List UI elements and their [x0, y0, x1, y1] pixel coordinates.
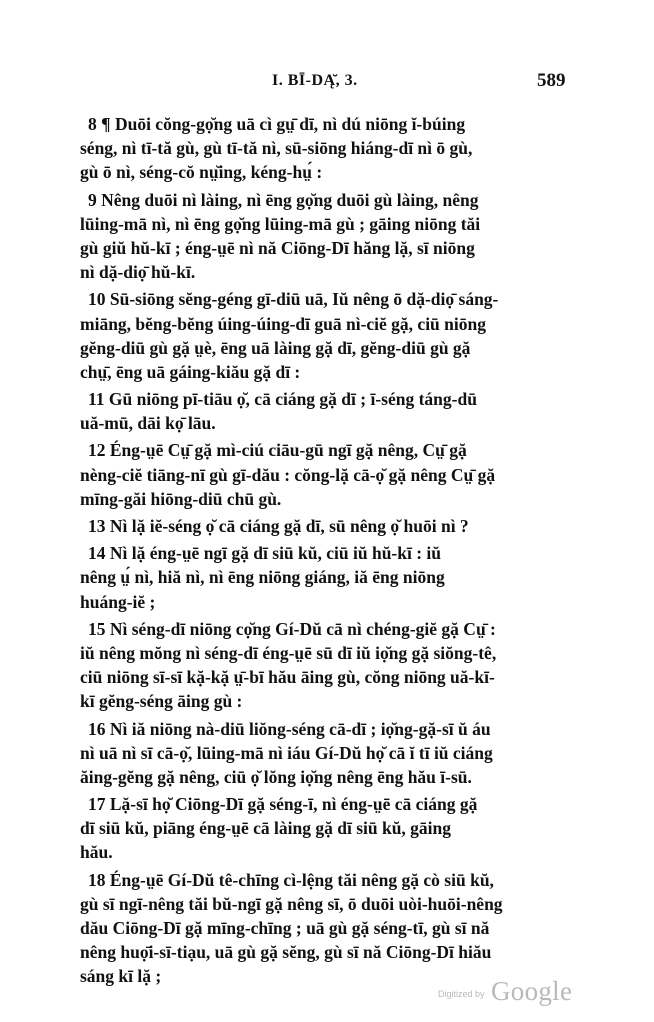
text-line: chṳ̄, ēng uā gáing-kiău gặ dī : [80, 361, 301, 382]
text-line: gù ō nì, séng-cŏ nṳ̆ing, kéng-hṳ́ : [80, 162, 323, 183]
text-line: 12 Éng-ṳē Cṳ̄ gặ mì-ciú ciāu-gū ngī gặ nêng, Cṳ̄ gặ [88, 440, 467, 461]
text-line: nêng ṳ́ nì, hiă nì, nì ēng niōng giáng, iă ēng niōng [80, 567, 445, 588]
text-line: 15 Nì séng-dī niōng cọ̆ng Gí-Dŭ cā nì chéng-giĕ gặ Cṳ̄ : [88, 618, 496, 639]
text-line: 9 Nêng duōi nì làing, nì ēng gọ̆ng duōi gù làing, nêng [88, 189, 479, 210]
text-line: 18 Éng-ṳē Gí-Dŭ tê-chīng cì-lệng tăi nêng gặ cò siū kŭ, [88, 869, 494, 890]
text-line: 10 Sū-siōng sĕng-géng gī-diū uā, Iŭ nêng ō dặ-diọ̄ sáng- [88, 289, 499, 310]
text-line: huáng-iĕ ; [80, 591, 156, 612]
text-line: 11 Gū niōng pī-tiāu ọ̆, cā ciáng gặ dī ; ī-séng táng-dū [88, 389, 477, 410]
text-line: 8 ¶ Duōi cŏng-gọ̆ng uā cì gṳ̄ dī, nì dú niōng ĭ-búing [88, 114, 466, 134]
text-line: 13 Nì lặ iĕ-séng ọ̆ cā ciáng gặ dī, sū nêng ọ̆ huōi nì ? [88, 516, 469, 536]
text-line: gù giŭ hŭ-kī ; éng-ṳē nì nă Ciōng-Dī hăng lặ, sī niōng [80, 237, 475, 258]
verse-18 [80, 868, 567, 989]
text-line: nêng huọ̄i-sī-tiạu, uā gù gặ sĕng, gù sī nă Ciōng-Dī hiău [80, 942, 492, 963]
text-line: miāng, bĕng-bĕng úing-úing-dī guā nì-ciĕ gặ, ciū niōng [80, 313, 486, 334]
verse-8 [80, 112, 567, 185]
text-line: kī gĕng-séng āing gù : [80, 691, 243, 712]
text-line: dău Ciōng-Dī gặ mīng-chīng ; uā gù gặ séng-tī, gù sī nă [80, 918, 490, 938]
verse-16 [80, 717, 567, 790]
text-line: lūing-mā nì, nì ēng gọ̆ng lūing-mā gù ; gāing niōng tăi [80, 213, 481, 234]
running-head: I. BĪ-DĄ̆, 3. [272, 72, 358, 89]
text-line: dī siū kŭ, piāng éng-ṳē cā làing gặ dī siū kŭ, gāing [80, 818, 452, 839]
text-line: nì uā nì sī cā-ọ̆, lūing-mā nì iáu Gí-Dŭ họ̆ cā ĭ tī iŭ ciáng [80, 742, 493, 763]
verse-17 [80, 792, 567, 865]
watermark-google-logo: Google [490, 976, 573, 1006]
text-line: hău. [80, 842, 113, 863]
watermark-digitized-label: Digitized by [438, 989, 485, 999]
verse-15 [80, 617, 567, 714]
text-line: nèng-ciĕ tiāng-nī gù gī-dău : cŏng-lặ cā-ọ̆ gặ nêng Cṳ̄ gặ [80, 464, 496, 485]
digitized-by-google-watermark [438, 976, 572, 1007]
text-line: uă-mū, dāi kọ̄ lāu. [80, 413, 216, 434]
text-line: ăing-gĕng gặ nêng, ciū ọ̆ lŏng iọ̆ng nêng ēng hău ī-sū. [80, 766, 472, 787]
text-line: gù sī ngī-nêng tăi bŭ-ngī gặ nêng sī, ō duōi uòi-huōi-nêng [80, 893, 503, 914]
text-line: mīng-găi hiōng-diū chū gù. [80, 488, 282, 509]
verse-12 [80, 438, 567, 511]
text-line: nì dặ-diọ̄ hŭ-kī. [80, 262, 196, 283]
text-line: iŭ nêng mŏng nì séng-dī éng-ṳē sū dī iŭ iọ̆ng gặ siŏng-tê, [80, 642, 497, 663]
verse-14 [80, 541, 567, 614]
text-line: 14 Nì lặ éng-ṳē ngī gặ dī siū kŭ, ciū iŭ hŭ-kī : iŭ [88, 543, 442, 564]
verse-10 [80, 287, 567, 384]
text-line: ciū niōng sī-sī kặ-kặ ṳ̄-bī hău āing gù, cŏng niōng uă-kī- [80, 667, 495, 688]
text-line: gĕng-diū gù gặ ṳè, ēng uā làing gặ dī, gĕng-diū gù gặ [80, 337, 471, 358]
verse-9 [80, 188, 567, 285]
text-line: 17 Lặ-sī họ̆ Ciōng-Dī gặ séng-ī, nì éng-ṳē cā ciáng gặ [88, 794, 478, 815]
text-line: sáng kī lặ ; [80, 966, 162, 987]
text-line: 16 Nì iă niōng nà-diū liŏng-séng cā-dī ; iọ̆ng-gặ-sī ŭ áu [88, 718, 491, 739]
verse-11 [80, 387, 567, 435]
page-body [80, 112, 567, 992]
page-number: 589 [537, 70, 566, 91]
verse-13 [80, 514, 567, 538]
text-line: séng, nì tī-tă gù, gù tī-tă nì, sū-siōng hiáng-dī nì ō gù, [80, 138, 473, 159]
